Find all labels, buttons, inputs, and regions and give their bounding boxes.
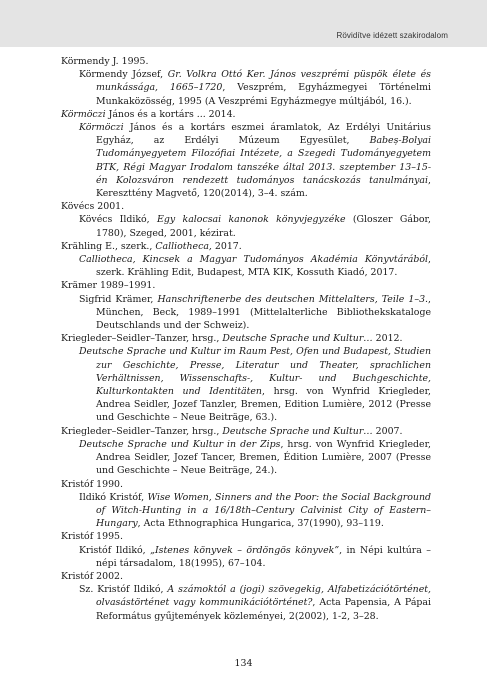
entry-lemma	[61, 570, 431, 583]
entry-lemma	[61, 530, 431, 543]
citation-text: , München, Beck, 1989–1991 (Mittelalterliche Bibliothekskataloge Deutschlands und der Schweiz).	[96, 293, 432, 332]
entry-lemma	[61, 279, 431, 292]
lemma-text: 2007.	[372, 425, 403, 437]
citation-text: Sigfrid Krämer,	[79, 293, 158, 305]
citation-text: Sz. Kristóf Ildikó,	[79, 584, 168, 596]
lemma-text: 2017.	[211, 240, 242, 252]
citation-text: (Gloszer Gábor, 1780), Szeged, 2001, kézirat.	[96, 214, 431, 239]
citation-text: Deutsche Sprache und Kultur im Raum Pest, Ofen und Budapest, Studien zur Geschichte, Presse, Literatur und Theater, sprachlichen Verhältnissen, Wissenschafts-, Kultur- und Buchgeschichte, Kulturkontakten und Identitäten	[79, 346, 431, 398]
entry-citation	[61, 345, 431, 424]
bibliography-entry	[61, 478, 431, 531]
citation-text: Calliotheca, Kincsek a Magyar Tudományos Akadémia Könyvtárából	[79, 254, 429, 266]
citation-text: Gr. Volkra Ottó Ker. János veszprémi püspök élete és munkássága, 1665–1720	[96, 69, 431, 94]
entry-citation	[61, 583, 431, 623]
citation-text: , szerk. Krähling Edit, Budapest, MTA KIK, Kossuth Kiadó, 2017.	[96, 254, 431, 279]
citation-text: Wise Women, Sinners and the Poor: the Social Background of Witch-Hunting in a 16/18th–Century Calvinist City of Eastern–Hungary	[96, 491, 431, 530]
citation-text: „Istenes könyvek – ördöngös könyvek”	[150, 544, 340, 556]
bibliography-entry	[61, 570, 431, 623]
citation-text: , hrsg. von Wynfrid Kriegleder, Andrea Seidler, Jozef Tanzler, Bremen, Edition Lumière, 2012 (Presse und Geschichte – Neue Beiträge, 63.).	[96, 386, 431, 424]
lemma-text: Körmendy J. 1995.	[61, 56, 149, 67]
lemma-text: Deutsche Sprache und Kultur…	[222, 425, 373, 437]
citation-text: János és a kortárs eszmei áramlatok, Az Erdélyi Unitárius Egyház, az Erdélyi Múzeum Egyesület,	[96, 122, 431, 147]
citation-text: , hrsg. von Wynfrid Kriegleder, Andrea Seidler, Jozef Tancer, Bremen, Édition Lumière, 2007 (Presse und Geschichte – Neue Beiträge, 24.).	[96, 438, 431, 477]
entry-lemma	[61, 55, 431, 68]
entry-citation	[61, 213, 431, 239]
citation-text: Ildikó Kristóf,	[79, 491, 148, 503]
entry-citation	[61, 544, 431, 570]
entry-citation	[61, 121, 431, 200]
lemma-text: Kriegleder–Seidler–Tanzer, hrsg.,	[61, 333, 223, 345]
bibliography-entry	[61, 108, 431, 200]
lemma-text: 2012.	[372, 333, 403, 345]
lemma-text: Körmöczi	[61, 108, 106, 120]
citation-text: , Veszprém, Egyházmegyei Történelmi Munkaközösség, 1995 (A Veszprémi Egyházmegye múltjából, 16.).	[96, 82, 432, 107]
running-header	[0, 0, 487, 47]
citation-text: Kristóf Ildikó,	[79, 544, 151, 556]
citation-text: Deutsche Sprache und Kultur in der Zips	[79, 438, 281, 450]
lemma-text: János és a kortárs ... 2014.	[105, 108, 236, 120]
lemma-text: Kriegleder–Seidler–Tanzer, hrsg.,	[61, 425, 223, 437]
bibliography-entry	[61, 332, 431, 424]
entry-citation	[61, 68, 431, 108]
entry-lemma	[61, 240, 431, 253]
bibliography-entry	[61, 530, 431, 570]
citation-text: A számoktól a (jogi) szövegekig, Alfabetizációtörténet, olvasástörténet vagy kommunikációtörténet?	[96, 584, 431, 609]
citation-text: , in Népi kultúra – népi társadalom, 18(1995), 67–104.	[96, 544, 431, 569]
bibliography-entry	[61, 279, 431, 332]
bibliography-entry	[61, 200, 431, 240]
bibliography-entry	[61, 425, 431, 478]
lemma-text: Kövécs 2001.	[61, 201, 125, 213]
citation-text: , Acta Ethnographica Hungarica, 37(1990), 93–119.	[137, 518, 384, 530]
citation-text: Egy kalocsai kanonok könyvjegyzéke	[157, 214, 346, 226]
entry-citation	[61, 253, 431, 279]
bibliography-list	[61, 55, 431, 623]
entry-lemma	[61, 200, 431, 213]
citation-text: Körmöczi	[79, 122, 124, 134]
entry-lemma	[61, 332, 431, 345]
entry-citation	[61, 293, 431, 333]
bibliography-entry	[61, 240, 431, 280]
entry-lemma	[61, 425, 431, 438]
lemma-text: Deutsche Sprache und Kultur…	[222, 333, 373, 345]
citation-text: Babeș-Bolyai Tudományegyetem Filozófiai Intézete, a Szegedi Tudományegyetem BTK, Régi Magyar Irodalom tanszéke által 2013. szeptember 13–15-én Kolozsváron rendezett tudományos tanácskozás tanulmányai	[96, 135, 431, 186]
running-header-title: Rövidítve idézett szakirodalom	[336, 31, 448, 40]
lemma-text: Krämer 1989–1991.	[61, 280, 156, 292]
citation-text: , Acta Papensia, A Pápai Református gyűjtemények közleményei, 2(2002), 1-2, 3–28.	[96, 597, 431, 622]
lemma-text: Krähling E., szerk.,	[61, 240, 156, 252]
entry-citation	[61, 438, 431, 478]
citation-text: Hanschriftenerbe des deutschen Mittelalters, Teile 1–3.	[157, 293, 429, 305]
page-number: 134	[234, 658, 253, 669]
citation-text: Kövécs Ildikó,	[79, 214, 158, 226]
entry-lemma	[61, 478, 431, 491]
citation-text: , Kereszttény Magvető, 120(2014), 3–4. szám.	[96, 174, 431, 200]
lemma-text: Calliotheca,	[155, 240, 212, 252]
lemma-text: Kristóf 1990.	[61, 478, 123, 490]
entry-lemma	[61, 108, 431, 121]
entry-citation	[61, 491, 431, 531]
citation-text: Körmendy József,	[79, 69, 168, 81]
bibliography-entry	[61, 55, 431, 108]
lemma-text: Kristóf 2002.	[61, 570, 123, 582]
lemma-text: Kristóf 1995.	[61, 531, 123, 543]
